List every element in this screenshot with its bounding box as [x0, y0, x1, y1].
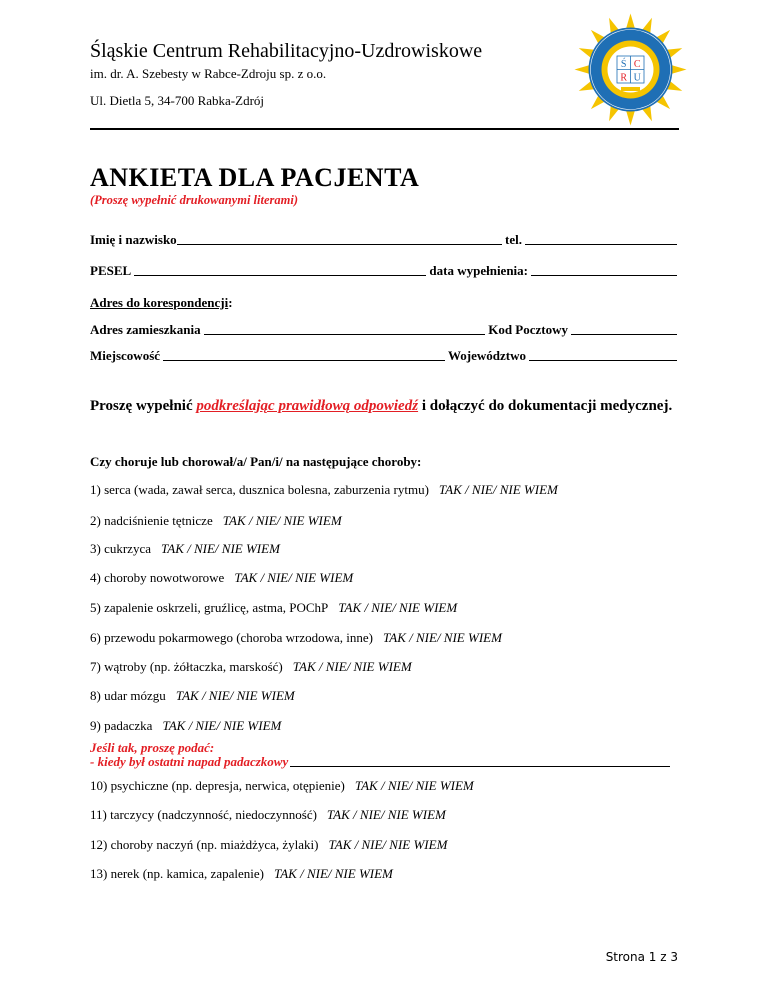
pesel-line[interactable] [134, 274, 426, 276]
question-item [90, 778, 474, 794]
epilepsy-note-row [90, 754, 670, 770]
answer-options[interactable]: TAK / NIE/ NIE WIEM [162, 718, 282, 733]
correspondence-colon: : [228, 295, 233, 310]
answer-options[interactable]: TAK / NIE/ NIE WIEM [383, 630, 502, 645]
question-item [90, 807, 446, 823]
correspondence-label: Adres do korespondencji [90, 295, 229, 310]
question-text: 6) przewodu pokarmowego (choroba wrzodowa, inne) [90, 630, 374, 645]
institution-address: Ul. Dietla 5, 34-700 Rabka-Zdrój [90, 93, 265, 108]
answer-options[interactable]: TAK / NIE/ NIE WIEM [292, 659, 412, 674]
instruction-part1: Proszę wypełnić [90, 398, 197, 414]
name-tel-row [90, 232, 680, 248]
question-text: 2) nadciśnienie tętnicze [90, 513, 213, 528]
answer-options[interactable]: TAK / NIE/ NIE WIEM [234, 570, 354, 585]
question-text: 12) choroby naczyń (np. miażdżyca, żylaki) [90, 837, 319, 852]
epilepsy-note-line1: Jeśli tak, proszę podać: [90, 740, 215, 755]
pesel-date-row [90, 263, 680, 279]
question-item [90, 688, 295, 704]
question-item [90, 513, 342, 529]
question-item [90, 482, 558, 498]
answer-options[interactable]: TAK / NIE/ NIE WIEM [222, 513, 342, 528]
institution-name: Śląskie Centrum Rehabilitacyjno-Uzdrowiskowe [90, 40, 483, 62]
question-item [90, 837, 447, 853]
tel-line[interactable] [525, 243, 677, 245]
residence-postcode-row [90, 322, 680, 338]
pesel-label: PESEL [90, 263, 132, 278]
date-label: data wypełnienia: [429, 263, 528, 278]
date-line[interactable] [531, 274, 677, 276]
answer-options[interactable]: TAK / NIE/ NIE WIEM [326, 807, 446, 822]
name-line[interactable] [177, 243, 502, 245]
question-text: 10) psychiczne (np. depresja, nerwica, otępienie) [90, 778, 345, 793]
instruction-highlight: podkreślając prawidłową odpowiedź [196, 398, 419, 414]
question-text: 11) tarczycy (nadczynność, niedoczynność) [90, 807, 317, 822]
question-text: 7) wątroby (np. żółtaczka, marskość) [90, 659, 283, 674]
page-title: ANKIETA DLA PACJENTA [90, 163, 420, 192]
postcode-label: Kod Pocztowy [488, 322, 568, 337]
answer-options[interactable]: TAK / NIE/ NIE WIEM [161, 541, 280, 556]
question-text: 1) serca (wada, zawał serca, dusznica bolesna, zaburzenia rytmu) [90, 482, 429, 497]
institution-subtitle: im. dr. A. Szebesty w Rabce-Zdroju sp. z o.o. [90, 66, 327, 81]
instruction-text [90, 397, 690, 416]
tel-label: tel. [505, 232, 522, 247]
question-text: 4) choroby nowotworowe [90, 570, 225, 585]
question-text: 13) nerek (np. kamica, zapalenie) [90, 866, 264, 881]
question-item [90, 659, 412, 675]
question-item [90, 718, 281, 734]
question-item [90, 541, 280, 557]
name-label: Imię i nazwisko [90, 232, 177, 247]
city-province-row [90, 348, 680, 364]
answer-options[interactable]: TAK / NIE/ NIE WIEM [328, 837, 448, 852]
city-label: Miejscowość [90, 348, 161, 363]
answer-options[interactable]: TAK / NIE/ NIE WIEM [354, 778, 474, 793]
epilepsy-note-line2: - kiedy był ostatni napad padaczkowy [90, 754, 289, 769]
page-subtitle: (Proszę wypełnić drukowanymi literami) [90, 193, 298, 207]
answer-options[interactable]: TAK / NIE/ NIE WIEM [175, 688, 295, 703]
logo-letter-u: U [633, 72, 641, 84]
question-item [90, 630, 502, 646]
city-line[interactable] [163, 359, 445, 361]
institution-logo-icon [573, 12, 688, 127]
question-text: 9) padaczka [90, 718, 153, 733]
question-item [90, 866, 393, 882]
question-item [90, 600, 457, 616]
question-heading: Czy choruje lub chorował/a/ Pan/i/ na następujące choroby: [90, 454, 422, 469]
answer-options[interactable]: TAK / NIE/ NIE WIEM [273, 866, 393, 881]
answer-options[interactable]: TAK / NIE/ NIE WIEM [338, 600, 458, 615]
province-label: Województwo [448, 348, 526, 363]
logo-letter-c: C [633, 59, 641, 70]
question-item [90, 570, 353, 586]
page-number: Strona 1 z 3 [605, 950, 678, 964]
question-text: 3) cukrzyca [90, 541, 151, 556]
logo-letter-s: Ś [620, 59, 627, 70]
question-text: 5) zapalenie oskrzeli, gruźlicę, astma, POChP [90, 600, 329, 615]
residence-line[interactable] [204, 333, 486, 335]
epilepsy-date-line[interactable] [290, 765, 670, 767]
residence-label: Adres zamieszkania [90, 322, 201, 337]
correspondence-heading [90, 295, 233, 311]
header-rule [90, 128, 679, 130]
postcode-line[interactable] [571, 333, 677, 335]
answer-options[interactable]: TAK / NIE/ NIE WIEM [438, 482, 558, 497]
instruction-part3: i dołączyć do dokumentacji medycznej. [418, 398, 673, 414]
question-text: 8) udar mózgu [90, 688, 166, 703]
logo-letter-r: R [620, 72, 628, 84]
province-line[interactable] [529, 359, 677, 361]
